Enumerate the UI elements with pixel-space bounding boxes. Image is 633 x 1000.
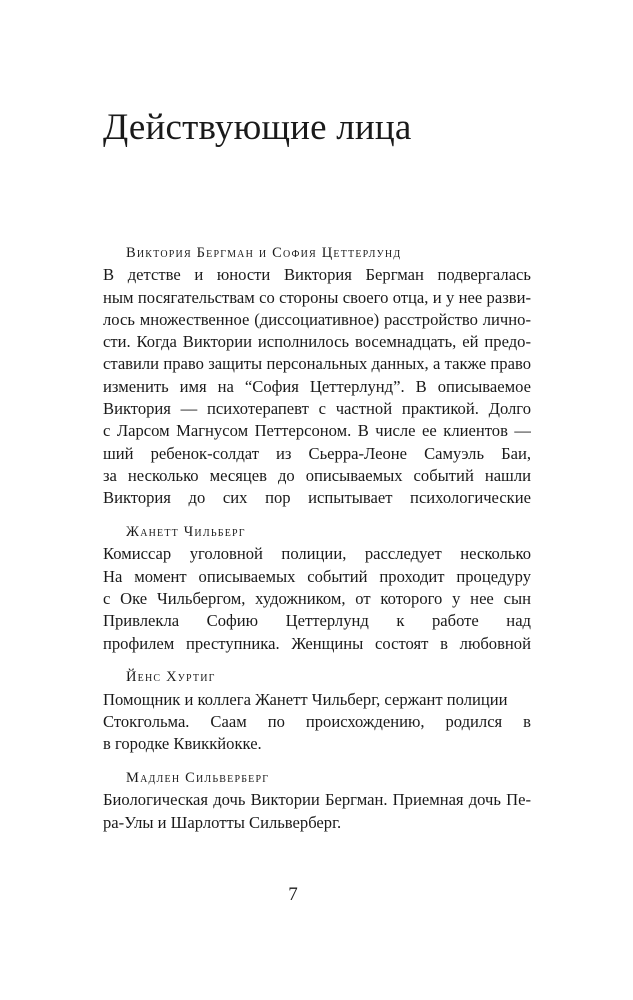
text-line: ным посягательствам со стороны своего отца, и у нее разви-: [103, 287, 531, 307]
page-number: 7: [288, 884, 298, 905]
character-list: [103, 242, 531, 834]
text-line: Биологическая дочь Виктории Бергман. Приемная дочь Пе-: [103, 790, 531, 810]
character-description: [103, 543, 531, 654]
text-line: Виктория — психотерапевт с частной практикой. Долго: [103, 399, 531, 419]
text-line: профилем преступника. Женщины состоят в любовной: [103, 633, 531, 653]
text-line: за несколько месяцев до описываемых событий нашли: [103, 465, 531, 485]
text-line: Привлекла Софию Цеттерлунд к работе над: [103, 611, 531, 631]
text-line: ставили право защиты персональных данных, а также право: [103, 354, 531, 374]
character-description: [103, 264, 531, 509]
text-line: ра-Улы и Шарлотты Сильверберг.: [103, 812, 342, 832]
text-line: ший ребенок-солдат из Сьерра-Леоне Самуэль Баи,: [103, 443, 531, 463]
text-line: сти. Когда Виктории исполнилось восемнадцать, ей предо-: [103, 332, 531, 352]
character-description: [103, 789, 531, 834]
character-description: [103, 689, 531, 756]
text-line: с Ларсом Магнусом Петтерсоном. В числе ее клиентов —: [103, 421, 531, 441]
text-line: изменить имя на “София Цеттерлунд”. В описываемое: [103, 376, 531, 396]
text-line: Помощник и коллега Жанетт Чильберг, сержант полиции: [103, 689, 508, 709]
text-line: лось множественное (диссоциативное) расстройство лично-: [103, 309, 531, 329]
page-title: Действующие лица: [103, 107, 412, 148]
character-name: Виктория Бергман и София Цеттерлунд: [126, 245, 402, 261]
text-line: в городке Квиккйокке.: [103, 734, 262, 754]
text-line: Виктория до сих пор испытывает психологические: [103, 488, 531, 508]
text-line: с Оке Чильбергом, художником, от которого у нее сын: [103, 588, 531, 608]
text-line: Стокгольма. Саам по происхождению, родился в: [103, 711, 531, 731]
text-line: Комиссар уголовной полиции, расследует несколько: [103, 544, 531, 564]
character-name: Йенс Хуртиг: [126, 669, 216, 686]
text-line: В детстве и юности Виктория Бергман подвергалась: [103, 265, 531, 285]
character-name: Мадлен Сильверберг: [126, 770, 270, 787]
text-line: На момент описываемых событий проходит процедуру: [103, 566, 531, 586]
character-name: Жанетт Чильберг: [126, 524, 246, 541]
